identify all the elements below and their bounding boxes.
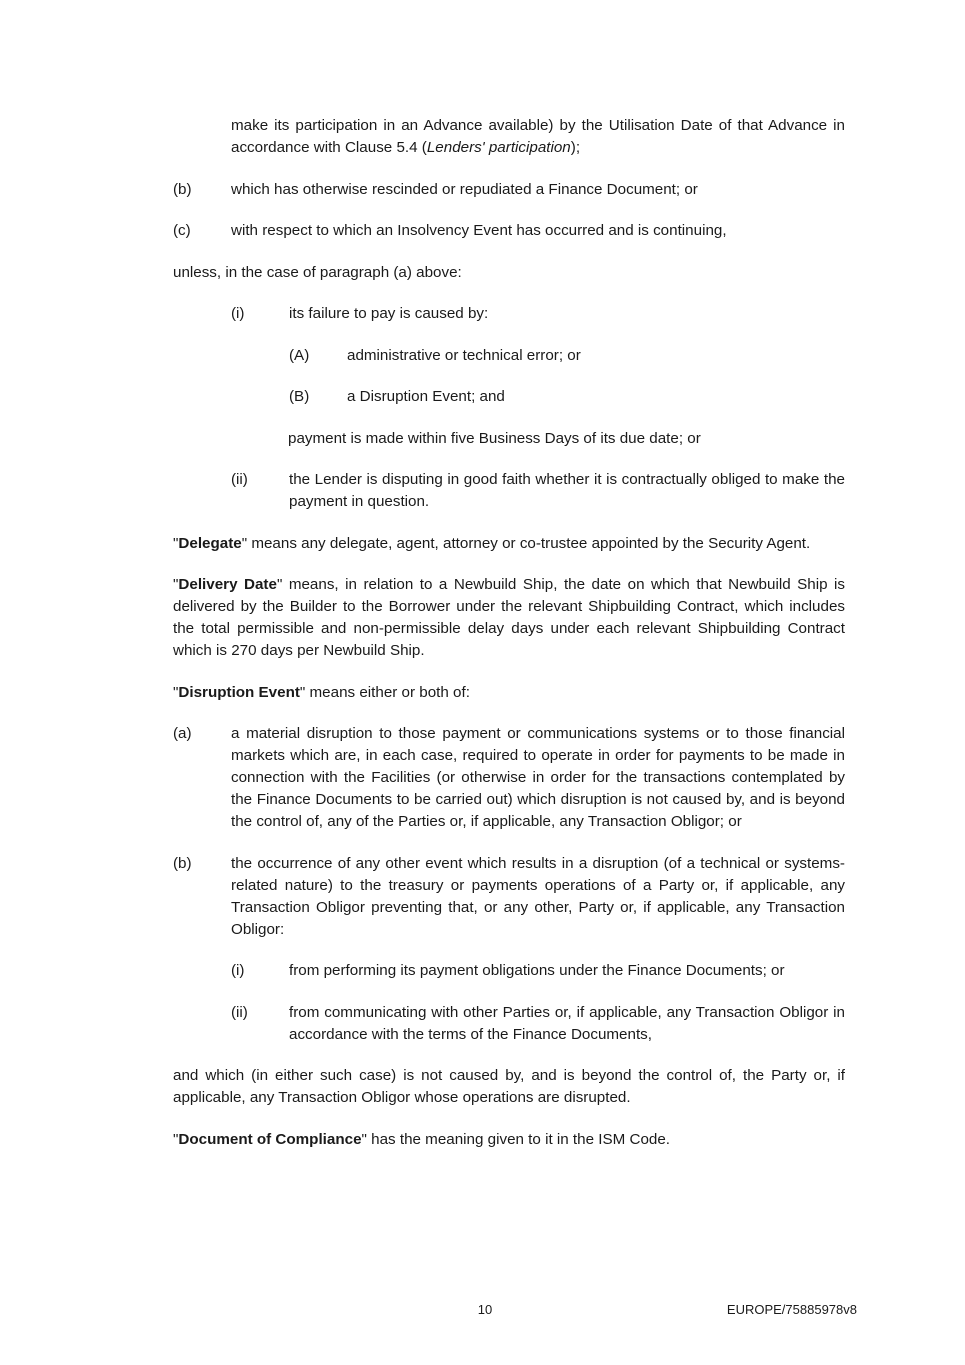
item-text: its failure to pay is caused by: <box>289 305 489 322</box>
page-number: 10 <box>477 1302 493 1317</box>
document-reference: EUROPE/75885978v8 <box>726 1302 857 1317</box>
list-item <box>289 386 845 408</box>
defined-term: Disruption Event <box>178 683 300 701</box>
item-label: (c) <box>173 222 191 239</box>
continuation-text: make its participation in an Advance available) by the Utilisation Date of that Advance in accordance with Clause 5.4 ( <box>231 117 845 156</box>
item-text: a material disruption to those payment or communications systems or to those financial markets which are, in each case, required to operate in order for payments to be made in connection with the Facilities (or otherwise in order for the transactions contemplated by the Finance Documents to be carried out) which disruption is not caused by, and is beyond the control of, any of the Parties or, if applicable, any Transaction Obligor; or <box>231 725 845 830</box>
item-label: (b) <box>173 854 192 872</box>
continuation-end: ); <box>570 139 581 156</box>
item-label: (A) <box>289 346 310 364</box>
definition-text: " means any delegate, agent, attorney or co-trustee appointed by the Security Agent. <box>241 534 811 552</box>
list-item <box>173 179 845 201</box>
definition-text: " means either or both of: <box>299 683 470 701</box>
item-label: (ii) <box>231 1003 248 1021</box>
payment-paragraph: payment is made within five Business Days of its due date; or <box>288 429 701 447</box>
list-item <box>231 960 845 982</box>
item-text: from communicating with other Parties or, if applicable, any Transaction Obligor in accordance with the terms of the Finance Documents, <box>289 1003 845 1043</box>
item-text: administrative or technical error; or <box>347 346 581 364</box>
item-label: (i) <box>231 305 245 322</box>
list-item <box>231 469 845 513</box>
item-label: (i) <box>231 962 245 979</box>
item-text: which has otherwise rescinded or repudiated a Finance Document; or <box>231 180 698 198</box>
definition-disruption-event: "Disruption Event" means either or both of: <box>173 683 470 701</box>
definition-text: " has the meaning given to it in the ISM Code. <box>361 1130 671 1148</box>
item-label: (b) <box>173 180 192 198</box>
continuation-paragraph <box>231 115 845 159</box>
closing-paragraph: and which (in either such case) is not caused by, and is beyond the control of, the Party or, if applicable, any Transaction Obligor whose operations are disrupted. <box>173 1067 845 1106</box>
item-text: with respect to which an Insolvency Event has occurred and is continuing, <box>231 222 727 239</box>
item-text: a Disruption Event; and <box>347 388 505 405</box>
item-text: the Lender is disputing in good faith whether it is contractually obliged to make the payment in question. <box>289 471 845 510</box>
list-item <box>231 1002 845 1046</box>
definition-delegate: "Delegate" means any delegate, agent, attorney or co-trustee appointed by the Security Agent. <box>173 534 811 552</box>
definition-delivery-date: "Delivery Date" means, in relation to a Newbuild Ship, the date on which that Newbuild Ship is delivered by the Builder to the Borrower under the relevant Shipbuilding Contract, which includes the total permissible and non-permissible delay days under each relevant Shipbuilding Contract which is 270 days per Newbuild Ship. <box>173 576 845 659</box>
list-item <box>173 723 845 833</box>
item-label: (a) <box>173 725 192 742</box>
defined-term: Delivery Date <box>178 576 277 593</box>
item-label: (ii) <box>231 471 248 488</box>
clause-reference: Lenders' participation <box>426 139 571 156</box>
item-text: the occurrence of any other event which results in a disruption (of a technical or systems-related nature) to the treasury or payments operations of a Party or, if applicable, any Transaction Obligor preventing that, or any other, Party or, if applicable, any Transaction Obligor: <box>231 854 845 938</box>
defined-term: Delegate <box>178 534 242 552</box>
document-body <box>173 115 845 1170</box>
definition-text: " means, in relation to a Newbuild Ship, the date on which that Newbuild Ship is delivered by the Builder to the Borrower under the relevant Shipbuilding Contract, which includes the total permissible and non-permissible delay days under each relevant Shipbuilding Contract which is 270 days per Newbuild Ship. <box>173 576 845 659</box>
unless-paragraph: unless, in the case of paragraph (a) above: <box>173 263 462 281</box>
item-text: from performing its payment obligations under the Finance Documents; or <box>289 962 785 979</box>
definition-document-of-compliance: "Document of Compliance" has the meaning given to it in the ISM Code. <box>173 1130 671 1148</box>
list-item <box>231 303 845 325</box>
list-item <box>173 220 845 242</box>
defined-term: Document of Compliance <box>178 1130 362 1148</box>
item-label: (B) <box>289 388 310 405</box>
list-item <box>173 853 845 941</box>
list-item <box>289 345 845 367</box>
